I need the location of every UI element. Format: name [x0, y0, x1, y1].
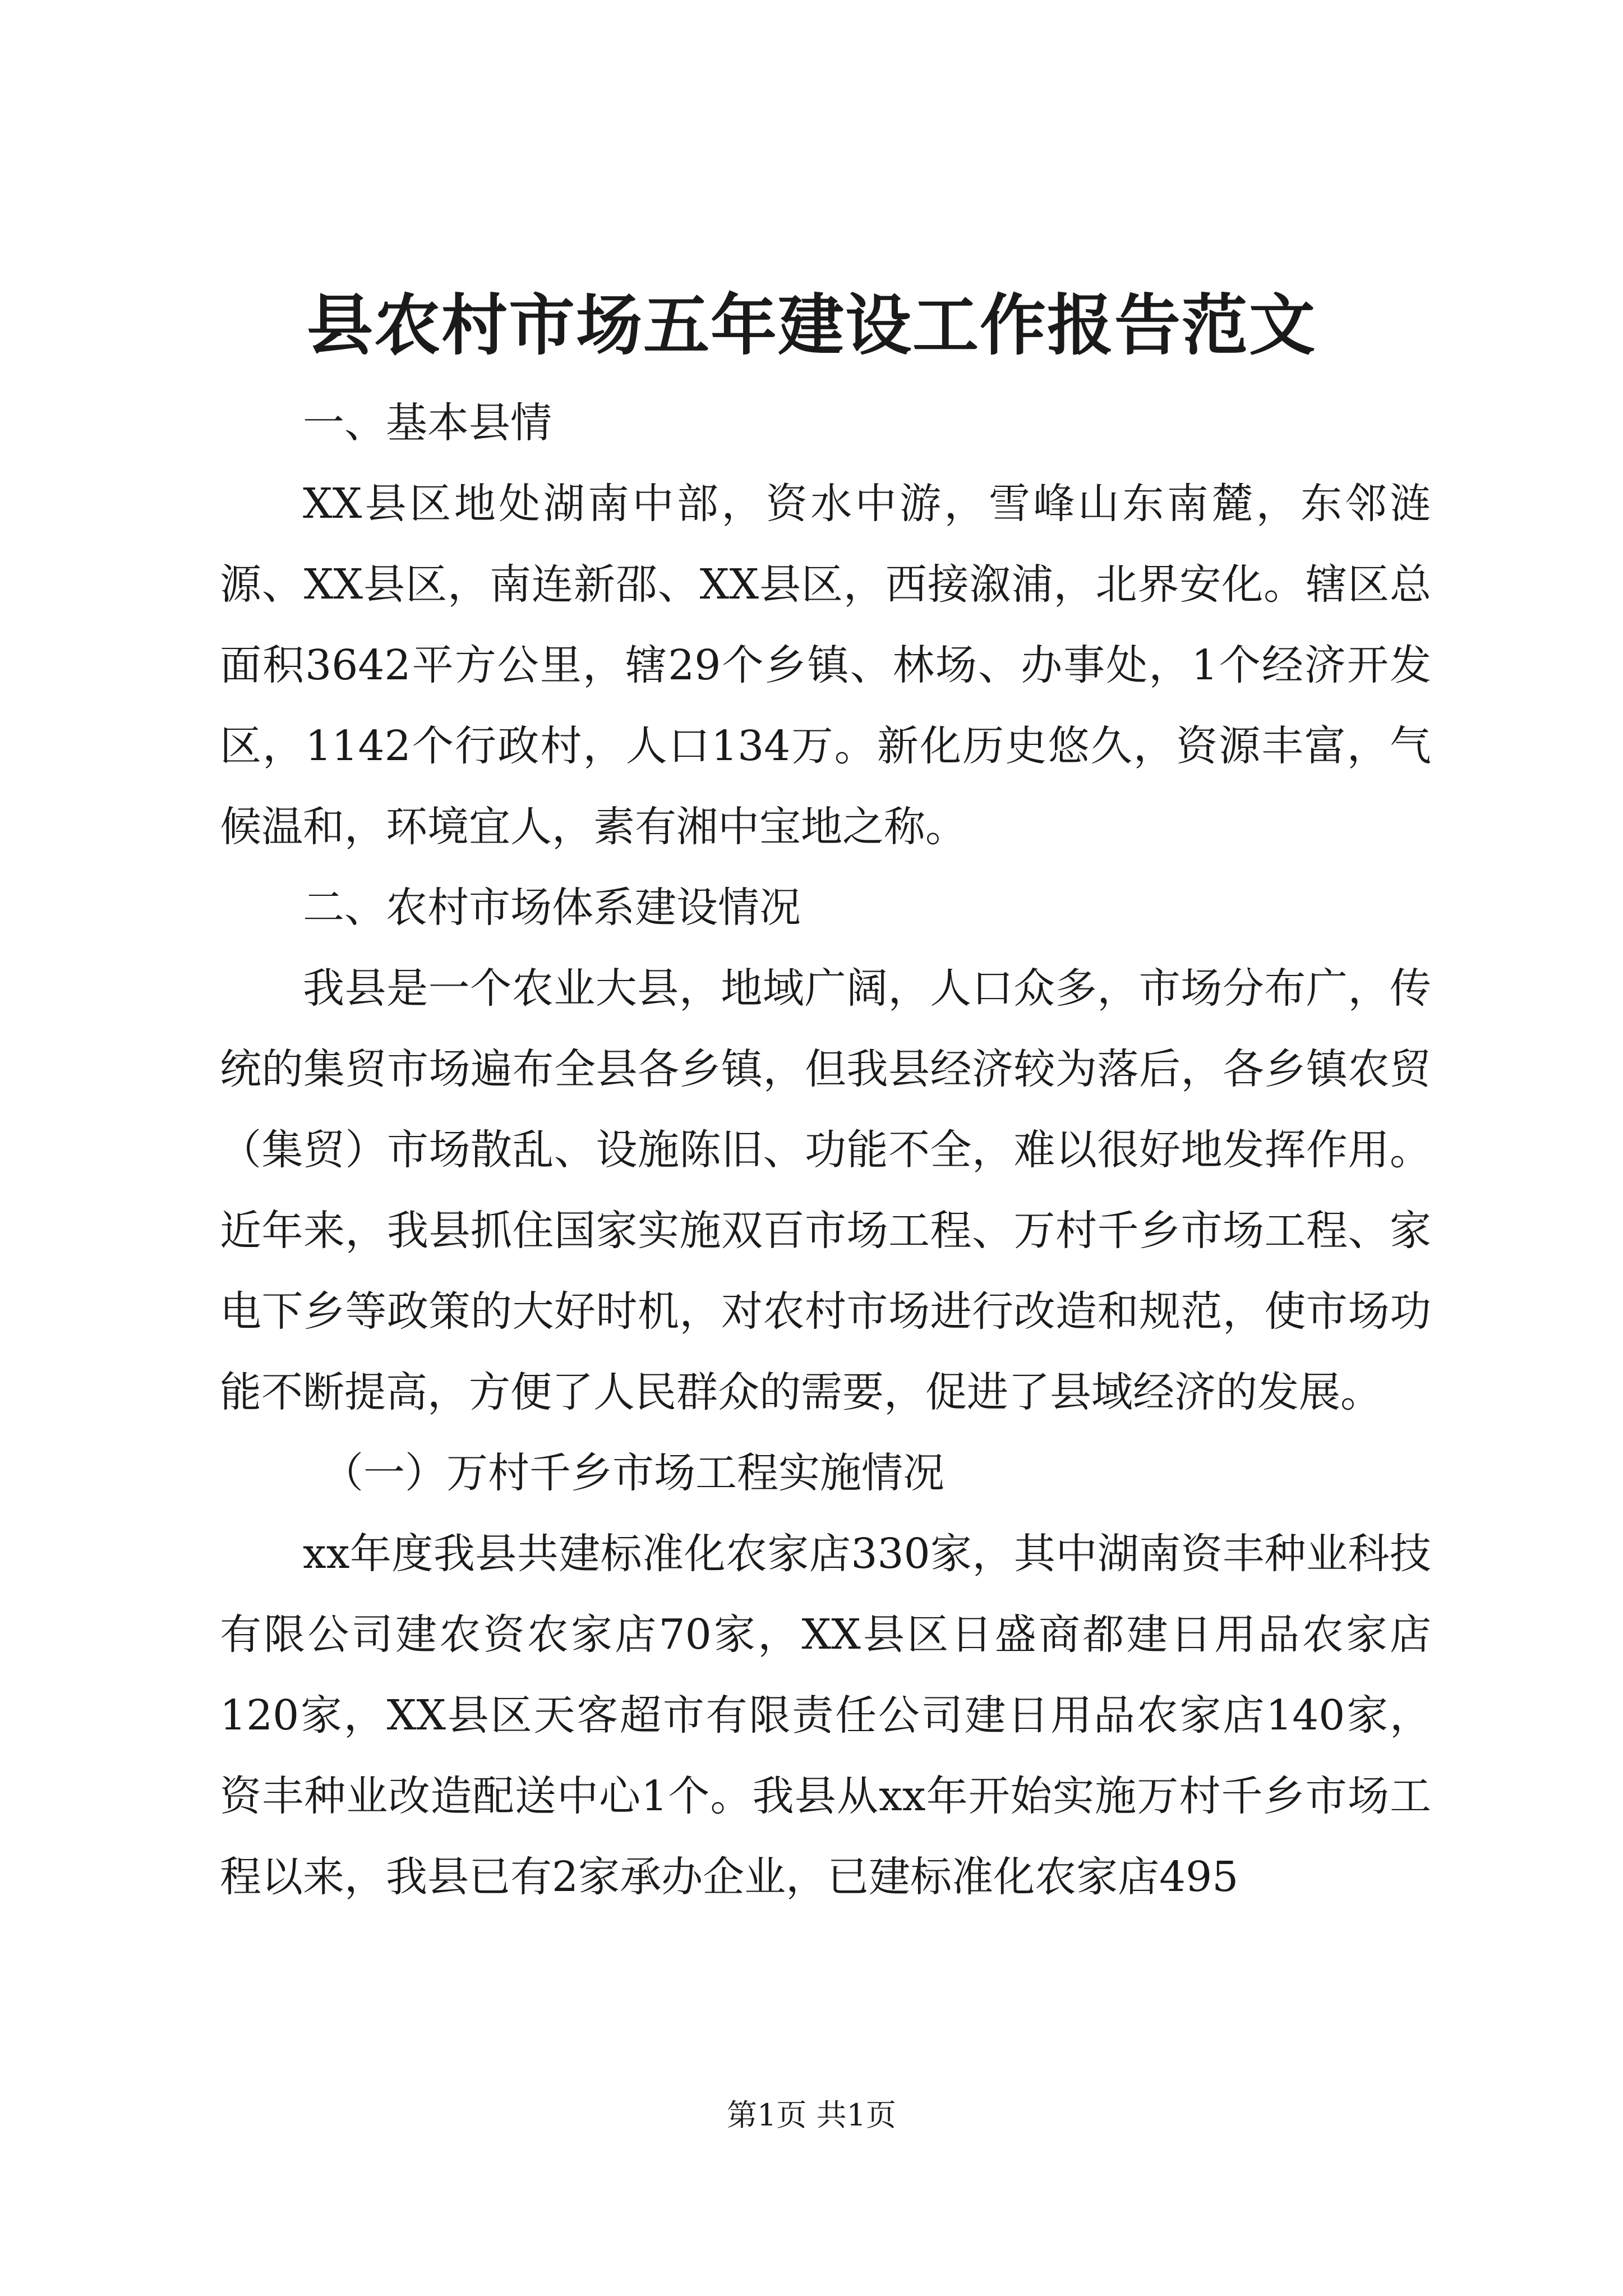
document-body — [220, 383, 1431, 1917]
section-heading-market-system: 二、农村市场体系建设情况 — [303, 884, 801, 932]
page-footer: 第1页 共1页 — [727, 2097, 896, 2133]
paragraph-market-system: 我县是一个农业大县，地域广阔，人口众多，市场分布广，传统的集贸市场遍布全县各乡镇，但我县经济较为落后，各乡镇农贸（集贸）市场散乱、设施陈旧、功能不全，难以很好地发挥作用。近年来，我县抓住国家实施双百市场工程、万村千乡市场工程、家电下乡等政策的大好时机，对农村市场进行改造和规范，使市场功能不断提高，方便了人民群众的需要，促进了县域经济的发展。 — [220, 964, 1431, 1416]
paragraph-county-overview: XX县区地处湖南中部，资水中游，雪峰山东南麓，东邻涟源、XX县区，南连新邵、XX县区，西接溆浦，北界安化。辖区总面积3642平方公里，辖29个乡镇、林场、办事处，1个经济开发区，1142个行政村，人口134万。新化历史悠久，资源丰富，气候温和，环境宜人，素有湘中宝地之称。 — [220, 480, 1431, 851]
document-title: 县农村市场五年建设工作报告范文 — [306, 286, 1316, 364]
section-heading-basic-info: 一、基本县情 — [303, 399, 552, 447]
paragraph-village-market-project: xx年度我县共建标准化农家店330家，其中湖南资丰种业科技有限公司建农资农家店70家，XX县区日盛商都建日用品农家店120家，XX县区天客超市有限责任公司建日用品农家店140家，资丰种业改造配送中心1个。我县从xx年开始实施万村千乡市场工程以来，我县已有2家承办企业，已建标准化农家店495 — [220, 1530, 1431, 1901]
subsection-heading-village-market-project: （一）万村千乡市场工程实施情况 — [322, 1449, 944, 1497]
